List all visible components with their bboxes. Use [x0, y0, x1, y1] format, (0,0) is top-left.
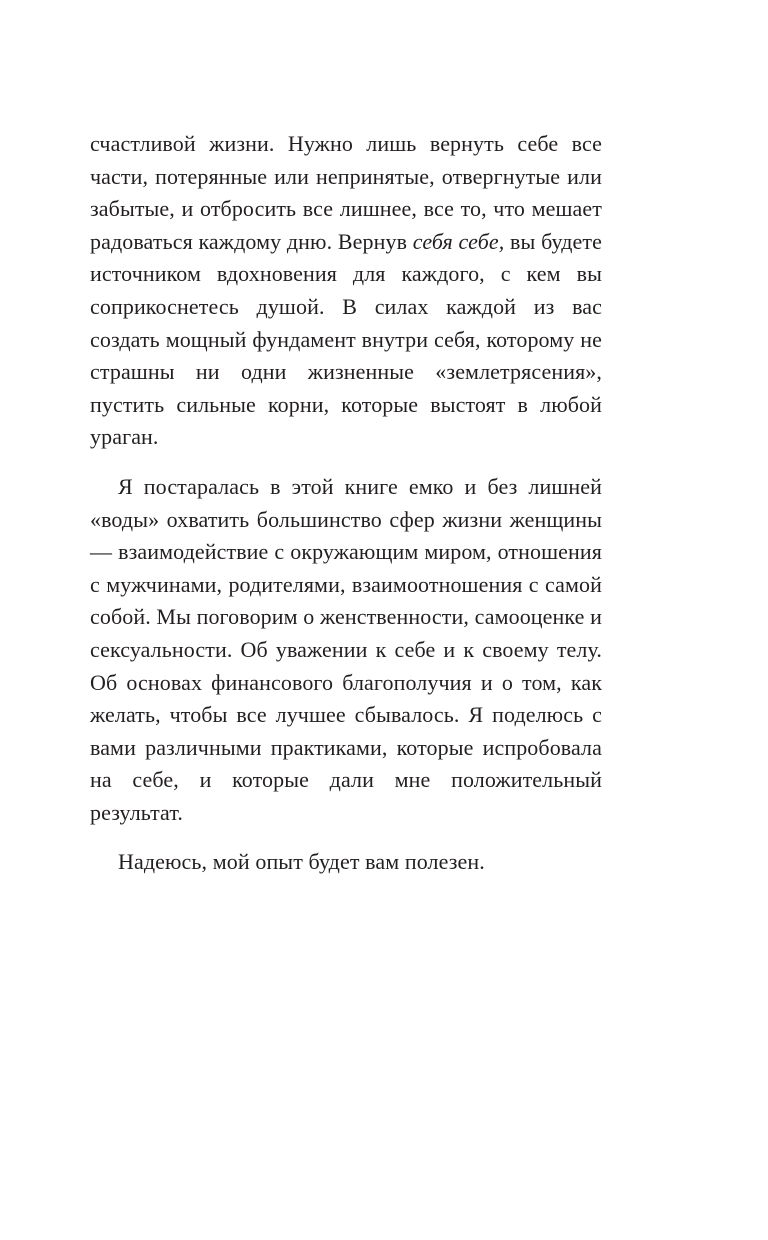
paragraph-1-italic-phrase: себя себе, [412, 228, 505, 254]
paragraph-closing: Надеюсь, мой опыт будет вам полезен. [118, 849, 485, 875]
body-text [90, 128, 602, 879]
paragraph-1-text-end: вы будете источником вдохновения для каждого, с кем вы соприкоснетесь душой. В силах каждой из вас создать мощный фундамент внутри себя, которому не страшны ни одни жизненные «землетрясения», пустить сильные корни, которые выстоят в любой ураган. [90, 228, 602, 450]
paragraph-continued [90, 128, 602, 454]
paragraph-book-scope: Я постаралась в этой книге емко и без лишней «воды» охватить большинство сфер жизни женщины — взаимодействие с окружающим миром, отношения с мужчинами, родителями, взаимоотношения с самой собой. Мы поговорим о женственности, самооценке и сексуальности. Об уважении к себе и к своему телу. Об основах финансового благополучия и о том, как желать, чтобы все лучшее сбывалось. Я поделюсь с вами различными практиками, которые испробовала на себе, и которые дали мне положительный результат. [90, 473, 602, 825]
paragraph-1-text: счастливой жизни. Нужно лишь вернуть себе все части, потерянные или непринятые, отвергнутые или забытые, и отбросить все лишнее, все то, что мешает радоваться каждому дню. Вернув [90, 131, 602, 254]
